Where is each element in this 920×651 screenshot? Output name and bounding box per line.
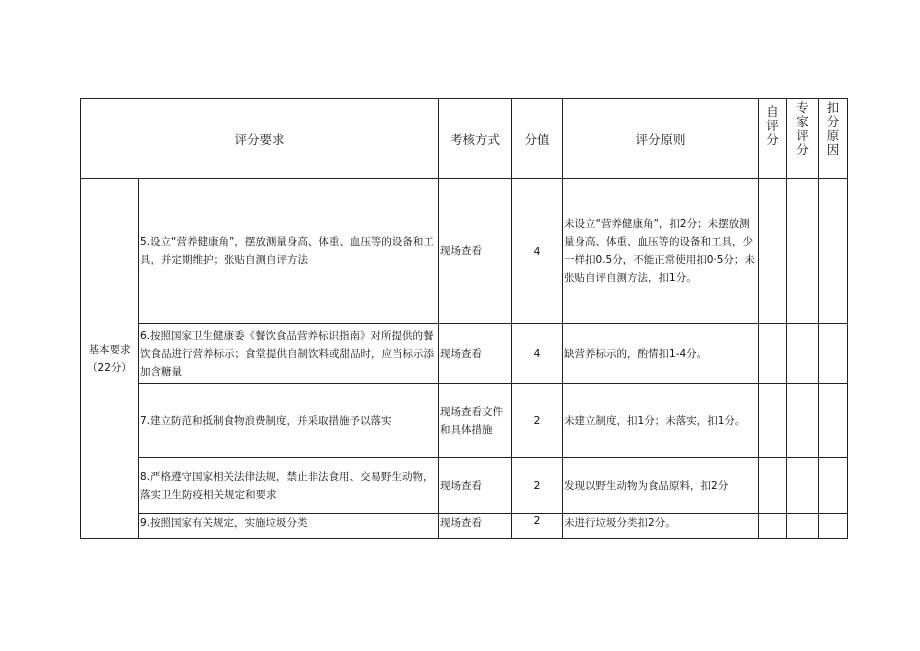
expert-score-cell <box>787 458 819 514</box>
header-method: 考核方式 <box>439 99 512 179</box>
table-row <box>81 514 848 539</box>
score-cell: 4 <box>512 179 563 324</box>
deduct-reason-cell <box>819 458 848 514</box>
method-cell: 现场查看 <box>439 179 512 324</box>
principle-cell: 未进行垃圾分类扣2分。 <box>563 514 759 539</box>
principle-cell: 缺营养标示的，酌情扣1-4分。 <box>563 324 759 384</box>
principle-cell: 发现以野生动物为食品原料，扣2分 <box>563 458 759 514</box>
requirement-cell: 8.严格遵守国家相关法律法规，禁止非法食用、交易野生动物，落实卫生防疫相关规定和要求 <box>139 458 439 514</box>
method-cell: 现场查看 <box>439 458 512 514</box>
category-points: （22分） <box>87 361 132 374</box>
score-cell: 2 <box>512 458 563 514</box>
deduct-reason-cell <box>819 514 848 539</box>
principle-cell: 未设立“营养健康角”，扣2分；未摆放测量身高、体重、血压等的设备和工具，少一样扣0.5分，不能正常使用扣0·5分；未张贴自评自测方法，扣1分。 <box>563 179 759 324</box>
score-cell: 2 <box>512 514 563 539</box>
method-cell: 现场查看 <box>439 324 512 384</box>
header-self-score: 自评分 <box>759 99 787 179</box>
header-score: 分值 <box>512 99 563 179</box>
table-row <box>81 458 848 514</box>
requirement-cell: 9.按照国家有关规定，实施垃圾分类 <box>139 514 439 539</box>
requirement-cell: 7.建立防范和抵制食物浪费制度，并采取措施予以落实 <box>139 384 439 458</box>
self-score-cell <box>759 384 787 458</box>
header-deduct-reason: 扣分原因 <box>819 99 848 179</box>
score-cell: 4 <box>512 324 563 384</box>
deduct-reason-cell <box>819 384 848 458</box>
self-score-cell <box>759 179 787 324</box>
score-cell: 2 <box>512 384 563 458</box>
method-cell: 现场查看文件和具体措施 <box>439 384 512 458</box>
table-row <box>81 384 848 458</box>
category-cell <box>81 179 139 539</box>
self-score-cell <box>759 324 787 384</box>
requirement-cell: 6.按照国家卫生健康委《餐饮食品营养标识指南》对所提供的餐饮食品进行营养标示；食堂提供自制饮料或甜品时，应当标示添加含糖量 <box>139 324 439 384</box>
principle-cell: 未建立制度，扣1分；未落实，扣1分。 <box>563 384 759 458</box>
expert-score-cell <box>787 324 819 384</box>
expert-score-cell <box>787 179 819 324</box>
header-expert-score: 专家评分 <box>787 99 819 179</box>
deduct-reason-cell <box>819 324 848 384</box>
scoring-table <box>80 98 848 539</box>
requirement-cell: 5.设立“营养健康角”，摆放测量身高、体重、血压等的设备和工具，并定期维护；张贴自测自评方法 <box>139 179 439 324</box>
header-row <box>81 99 848 179</box>
method-cell: 现场查看 <box>439 514 512 539</box>
expert-score-cell <box>787 384 819 458</box>
self-score-cell <box>759 514 787 539</box>
expert-score-cell <box>787 514 819 539</box>
category-name: 基本要求 <box>88 343 131 356</box>
header-requirement: 评分要求 <box>81 99 439 179</box>
self-score-cell <box>759 458 787 514</box>
table-row <box>81 179 848 324</box>
table-row <box>81 324 848 384</box>
deduct-reason-cell <box>819 179 848 324</box>
header-principle: 评分原则 <box>563 99 759 179</box>
